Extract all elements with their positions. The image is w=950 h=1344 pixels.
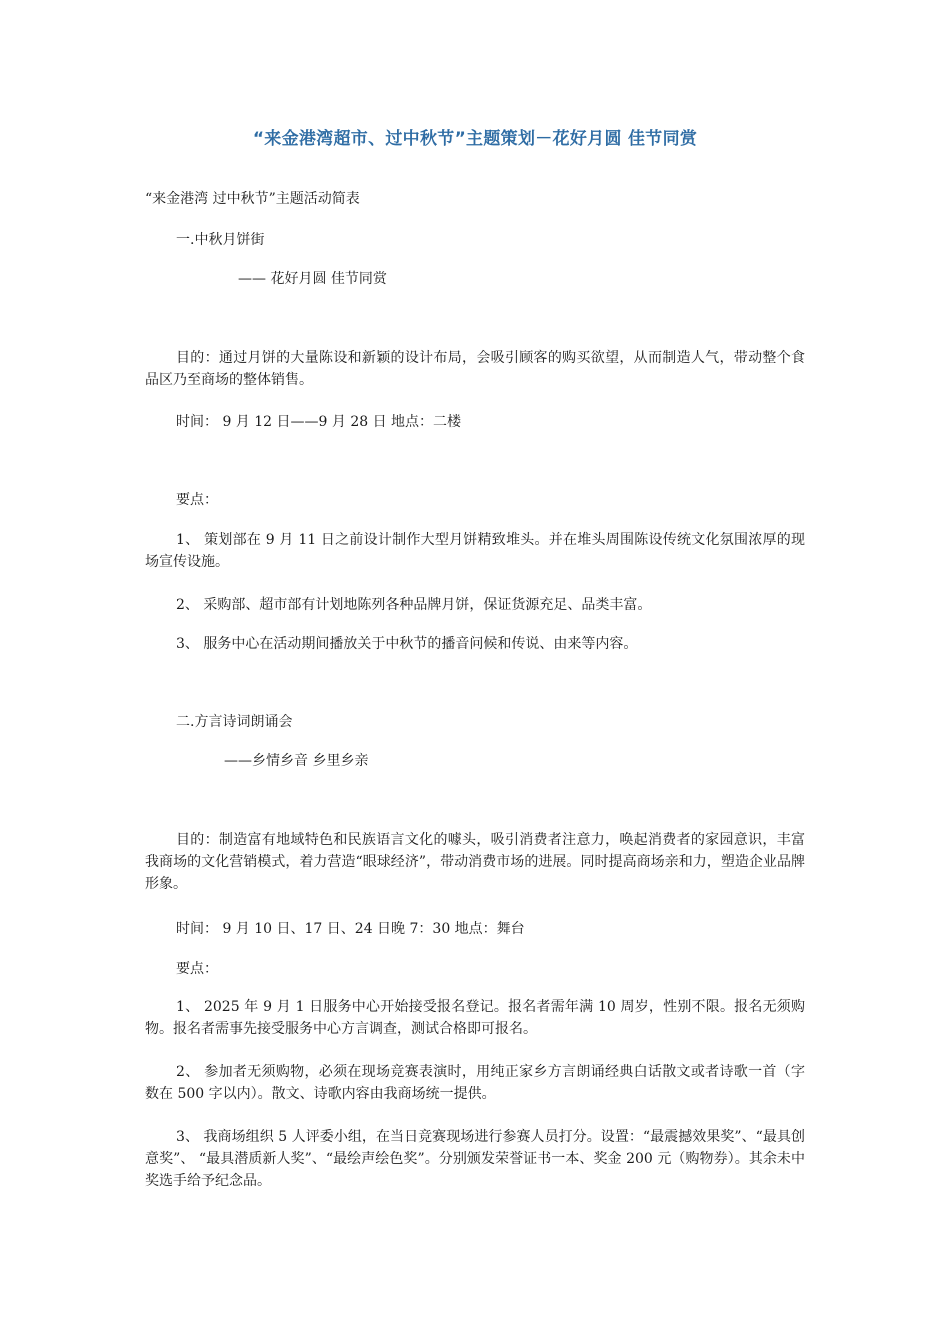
section2-points-label: 要点： [176,961,218,977]
section2-point-1: 1、 2025 年 9 月 1 日服务中心开始接受报名登记。报名者需年满 10 周岁，性别不限。报名无须购物。报名者需事先接受服务中心方言调查，测试合格即可报名。 [145,999,805,1037]
section1-purpose: 目的：通过月饼的大量陈设和新颖的设计布局，会吸引顾客的购买欲望，从而制造人气，带动整个食品区乃至商场的整体销售。 [145,350,805,388]
section1-points-label: 要点： [176,492,218,508]
section1-heading: 一.中秋月饼街 [176,232,265,248]
section2-subtitle: ——乡情乡音 乡里乡亲 [224,753,369,769]
section2-heading: 二.方言诗词朗诵会 [176,714,293,730]
intro-line: “来金港湾 过中秋节”主题活动简表 [145,191,360,207]
section1-point-1: 1、 策划部在 9 月 11 日之前设计制作大型月饼精致堆头。并在堆头周围陈设传统文化氛围浓厚的现场宣传设施。 [145,532,805,570]
section2-time-location: 时间： 9 月 10 日、17 日、24 日晚 7：30 地点：舞台 [176,921,525,937]
section1-time-location: 时间： 9 月 12 日——9 月 28 日 地点：二楼 [176,414,462,430]
document-title: “来金港湾超市、过中秋节”主题策划－花好月圆 佳节同赏 [252,129,698,149]
section2-purpose: 目的：制造富有地域特色和民族语言文化的噱头，吸引消费者注意力，唤起消费者的家园意识，丰富我商场的文化营销模式，着力营造“眼球经济”，带动消费市场的进展。同时提高商场亲和力，塑造企业品牌形象。 [145,832,805,892]
section1-subtitle: —— 花好月圆 佳节同赏 [238,271,387,287]
section1-point-3: 3、 服务中心在活动期间播放关于中秋节的播音问候和传说、由来等内容。 [176,636,638,652]
section2-point-3: 3、 我商场组织 5 人评委小组，在当日竞赛现场进行参赛人员打分。设置：“最震撼效果奖”、“最具创意奖”、 “最具潜质新人奖”、“最绘声绘色奖”。分别颁发荣誉证书一本、奖金 200 元（购物券）。其余未中奖选手给予纪念品。 [145,1129,805,1189]
section2-point-2: 2、 参加者无须购物，必须在现场竞赛表演时，用纯正家乡方言朗诵经典白话散文或者诗歌一首（字数在 500 字以内）。散文、诗歌内容由我商场统一提供。 [145,1064,805,1102]
section1-point-2: 2、 采购部、超市部有计划地陈列各种品牌月饼，保证货源充足、品类丰富。 [176,597,652,613]
